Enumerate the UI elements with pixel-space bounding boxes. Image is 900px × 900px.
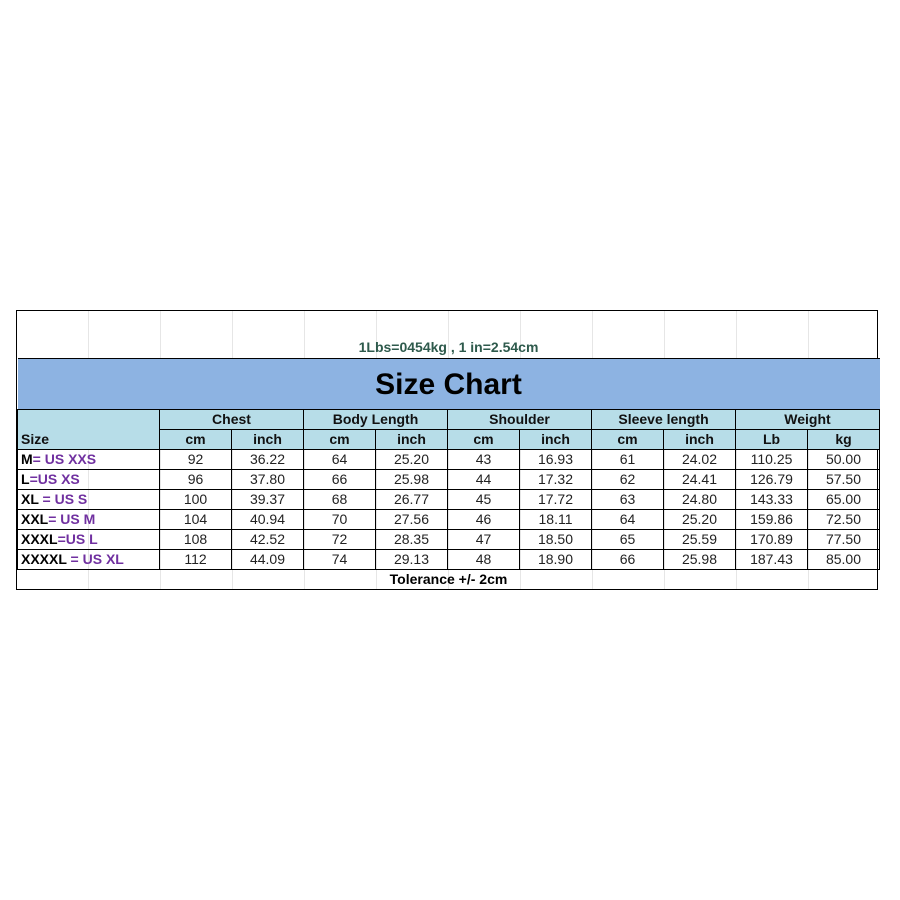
- group-header-shoulder: Shoulder: [448, 410, 592, 430]
- unit-header: inch: [376, 430, 448, 450]
- table-cell: 27.56: [376, 510, 448, 530]
- size-header-spacer: [18, 410, 160, 430]
- unit-header: kg: [808, 430, 880, 450]
- unit-header: cm: [448, 430, 520, 450]
- table-cell: 25.98: [376, 470, 448, 490]
- unit-header: cm: [160, 430, 232, 450]
- table-cell: 159.86: [736, 510, 808, 530]
- table-cell: 66: [592, 550, 664, 570]
- unit-header: inch: [664, 430, 736, 450]
- table-cell: 92: [160, 450, 232, 470]
- table-cell: 47: [448, 530, 520, 550]
- table-cell: 44.09: [232, 550, 304, 570]
- table-cell: 40.94: [232, 510, 304, 530]
- table-cell: 28.35: [376, 530, 448, 550]
- table-cell: 96: [160, 470, 232, 490]
- size-us-equivalent: = US XL: [66, 551, 124, 567]
- unit-header: cm: [304, 430, 376, 450]
- size-us-equivalent: =US XS: [29, 471, 80, 487]
- table-cell: 18.11: [520, 510, 592, 530]
- table-cell: 24.80: [664, 490, 736, 510]
- table-cell: 65: [592, 530, 664, 550]
- table-cell: 66: [304, 470, 376, 490]
- table-cell: 70: [304, 510, 376, 530]
- table-cell: 126.79: [736, 470, 808, 490]
- conversion-note-text: 1Lbs=0454kg , 1 in=2.54cm: [358, 339, 539, 355]
- table-cell: 104: [160, 510, 232, 530]
- unit-header: inch: [520, 430, 592, 450]
- table-cell: 68: [304, 490, 376, 510]
- table-row: [18, 490, 880, 510]
- table-cell: 143.33: [736, 490, 808, 510]
- table-cell: 187.43: [736, 550, 808, 570]
- table-cell: 62: [592, 470, 664, 490]
- size-us-equivalent: = US M: [48, 511, 96, 527]
- header-unit-row: [18, 430, 880, 450]
- table-cell: 29.13: [376, 550, 448, 570]
- table-cell: 16.93: [520, 450, 592, 470]
- table-cell: 108: [160, 530, 232, 550]
- table-cell: 64: [592, 510, 664, 530]
- size-chart-table: [17, 311, 880, 589]
- table-cell: 25.20: [664, 510, 736, 530]
- table-cell: 65.00: [808, 490, 880, 510]
- table-cell: 39.37: [232, 490, 304, 510]
- group-header-body-length: Body Length: [304, 410, 448, 430]
- size-label: [18, 550, 160, 570]
- table-cell: 44: [448, 470, 520, 490]
- table-cell: 74: [304, 550, 376, 570]
- table-cell: 57.50: [808, 470, 880, 490]
- header-group-row: [18, 410, 880, 430]
- size-us-equivalent: =US L: [57, 531, 98, 547]
- size-alpha: L: [21, 471, 30, 487]
- table-cell: 85.00: [808, 550, 880, 570]
- table-row: [18, 470, 880, 490]
- table-cell: 18.90: [520, 550, 592, 570]
- table-row: [18, 550, 880, 570]
- unit-header: inch: [232, 430, 304, 450]
- table-cell: 43: [448, 450, 520, 470]
- table-cell: 48: [448, 550, 520, 570]
- table-cell: 36.22: [232, 450, 304, 470]
- table-cell: 24.41: [664, 470, 736, 490]
- tolerance-note: Tolerance +/- 2cm: [18, 570, 880, 590]
- table-cell: 50.00: [808, 450, 880, 470]
- table-cell: 42.52: [232, 530, 304, 550]
- table-cell: 37.80: [232, 470, 304, 490]
- table-cell: 26.77: [376, 490, 448, 510]
- table-cell: 72.50: [808, 510, 880, 530]
- group-header-weight: Weight: [736, 410, 880, 430]
- size-label: [18, 470, 160, 490]
- size-alpha: XXL: [21, 511, 49, 527]
- table-cell: 46: [448, 510, 520, 530]
- table-cell: 112: [160, 550, 232, 570]
- table-cell: 17.32: [520, 470, 592, 490]
- table-cell: 18.50: [520, 530, 592, 550]
- size-label: [18, 450, 160, 470]
- table-cell: 64: [304, 450, 376, 470]
- size-us-equivalent: = US S: [38, 491, 88, 507]
- group-header-chest: Chest: [160, 410, 304, 430]
- table-cell: 25.20: [376, 450, 448, 470]
- unit-header: Lb: [736, 430, 808, 450]
- table-cell: 170.89: [736, 530, 808, 550]
- conversion-note: [18, 311, 880, 359]
- table-cell: 77.50: [808, 530, 880, 550]
- size-label: [18, 510, 160, 530]
- size-label: [18, 530, 160, 550]
- size-label: [18, 490, 160, 510]
- table-row: [18, 530, 880, 550]
- table-cell: 100: [160, 490, 232, 510]
- table-row: [18, 450, 880, 470]
- table-cell: 17.72: [520, 490, 592, 510]
- table-cell: 25.98: [664, 550, 736, 570]
- size-alpha: XL: [21, 491, 39, 507]
- size-alpha: XXXXL: [21, 551, 67, 567]
- size-column-header: Size: [18, 430, 160, 450]
- size-alpha: XXXL: [21, 531, 58, 547]
- page-title: Size Chart: [18, 359, 880, 410]
- size-chart-sheet: [16, 310, 878, 590]
- size-us-equivalent: = US XXS: [32, 451, 97, 467]
- table-cell: 61: [592, 450, 664, 470]
- unit-header: cm: [592, 430, 664, 450]
- table-cell: 63: [592, 490, 664, 510]
- table-cell: 24.02: [664, 450, 736, 470]
- table-cell: 110.25: [736, 450, 808, 470]
- table-row: [18, 510, 880, 530]
- size-alpha: M: [21, 451, 33, 467]
- table-cell: 25.59: [664, 530, 736, 550]
- group-header-sleeve-length: Sleeve length: [592, 410, 736, 430]
- table-cell: 72: [304, 530, 376, 550]
- table-cell: 45: [448, 490, 520, 510]
